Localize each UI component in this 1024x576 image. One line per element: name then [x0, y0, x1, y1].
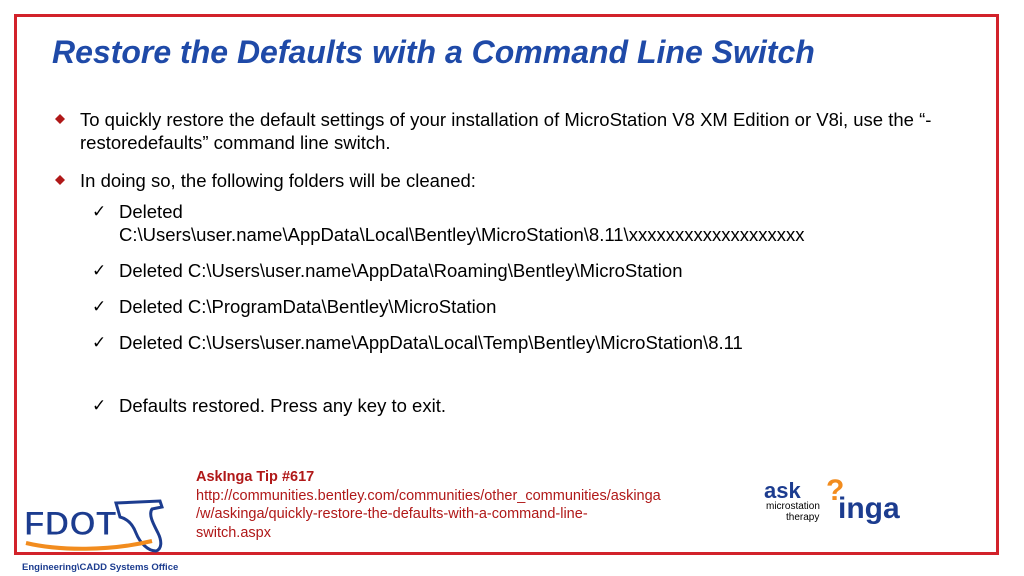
tip-url-line: /w/askinga/quickly-restore-the-defaults-with-a-command-line-	[196, 506, 588, 522]
check-text: Deleted C:\Users\user.name\AppData\Local\Temp\Bentley\MicroStation\8.11	[119, 332, 743, 353]
checkmark-icon: ✓	[92, 202, 107, 221]
slide-title: Restore the Defaults with a Command Line Switch	[52, 34, 815, 70]
fdot-logo-icon	[20, 493, 170, 557]
diamond-bullet-icon	[54, 113, 66, 125]
logo-inga: inga	[838, 492, 900, 525]
logo-ask: ask	[764, 478, 801, 503]
checkmark-icon: ✓	[92, 297, 107, 316]
bullet-item	[54, 169, 984, 192]
tip-title: AskInga Tip #617	[196, 469, 315, 485]
check-text: Deleted	[119, 201, 183, 222]
logo-sub2: therapy	[786, 512, 820, 523]
bullet-list	[54, 108, 984, 430]
check-item	[54, 200, 984, 246]
checkmark-icon: ✓	[92, 396, 107, 415]
check-item	[54, 331, 984, 354]
tip-url-line: http://communities.bentley.com/communities/other_communities/askinga	[196, 487, 661, 504]
checkmark-icon: ✓	[92, 261, 107, 280]
bullet-item	[54, 108, 984, 154]
check-text-path: C:\Users\user.name\AppData\Local\Bentley\MicroStation\8.11\xxxxxxxxxxxxxxxxxxx	[119, 224, 805, 245]
check-item	[54, 259, 984, 282]
diamond-bullet-icon	[54, 174, 66, 186]
check-text: Defaults restored. Press any key to exit.	[119, 395, 446, 416]
logo-question-mark: ?	[826, 478, 845, 507]
tip-url-line: switch.aspx	[196, 524, 271, 541]
check-item	[54, 394, 984, 417]
bullet-text: In doing so, the following folders will be cleaned:	[80, 170, 476, 191]
fdot-logo	[20, 493, 170, 562]
askinga-logo-icon	[762, 478, 934, 526]
check-text: Deleted C:\Users\user.name\AppData\Roaming\Bentley\MicroStation	[119, 260, 683, 281]
fdot-logo-text: FDOT	[24, 505, 117, 543]
askinga-logo	[762, 478, 934, 531]
tip-url[interactable]	[196, 487, 756, 543]
bullet-text: To quickly restore the default settings of your installation of MicroStation V8 XM Edition or V8i, use the “-restoredefaults” command line switch.	[80, 109, 932, 153]
check-item	[54, 295, 984, 318]
checkmark-icon: ✓	[92, 333, 107, 352]
check-text: Deleted C:\ProgramData\Bentley\MicroStation	[119, 296, 497, 317]
askinga-tip	[196, 468, 756, 542]
logo-sub1: microstation	[766, 501, 820, 512]
office-label: Engineering\CADD Systems Office	[22, 562, 179, 573]
